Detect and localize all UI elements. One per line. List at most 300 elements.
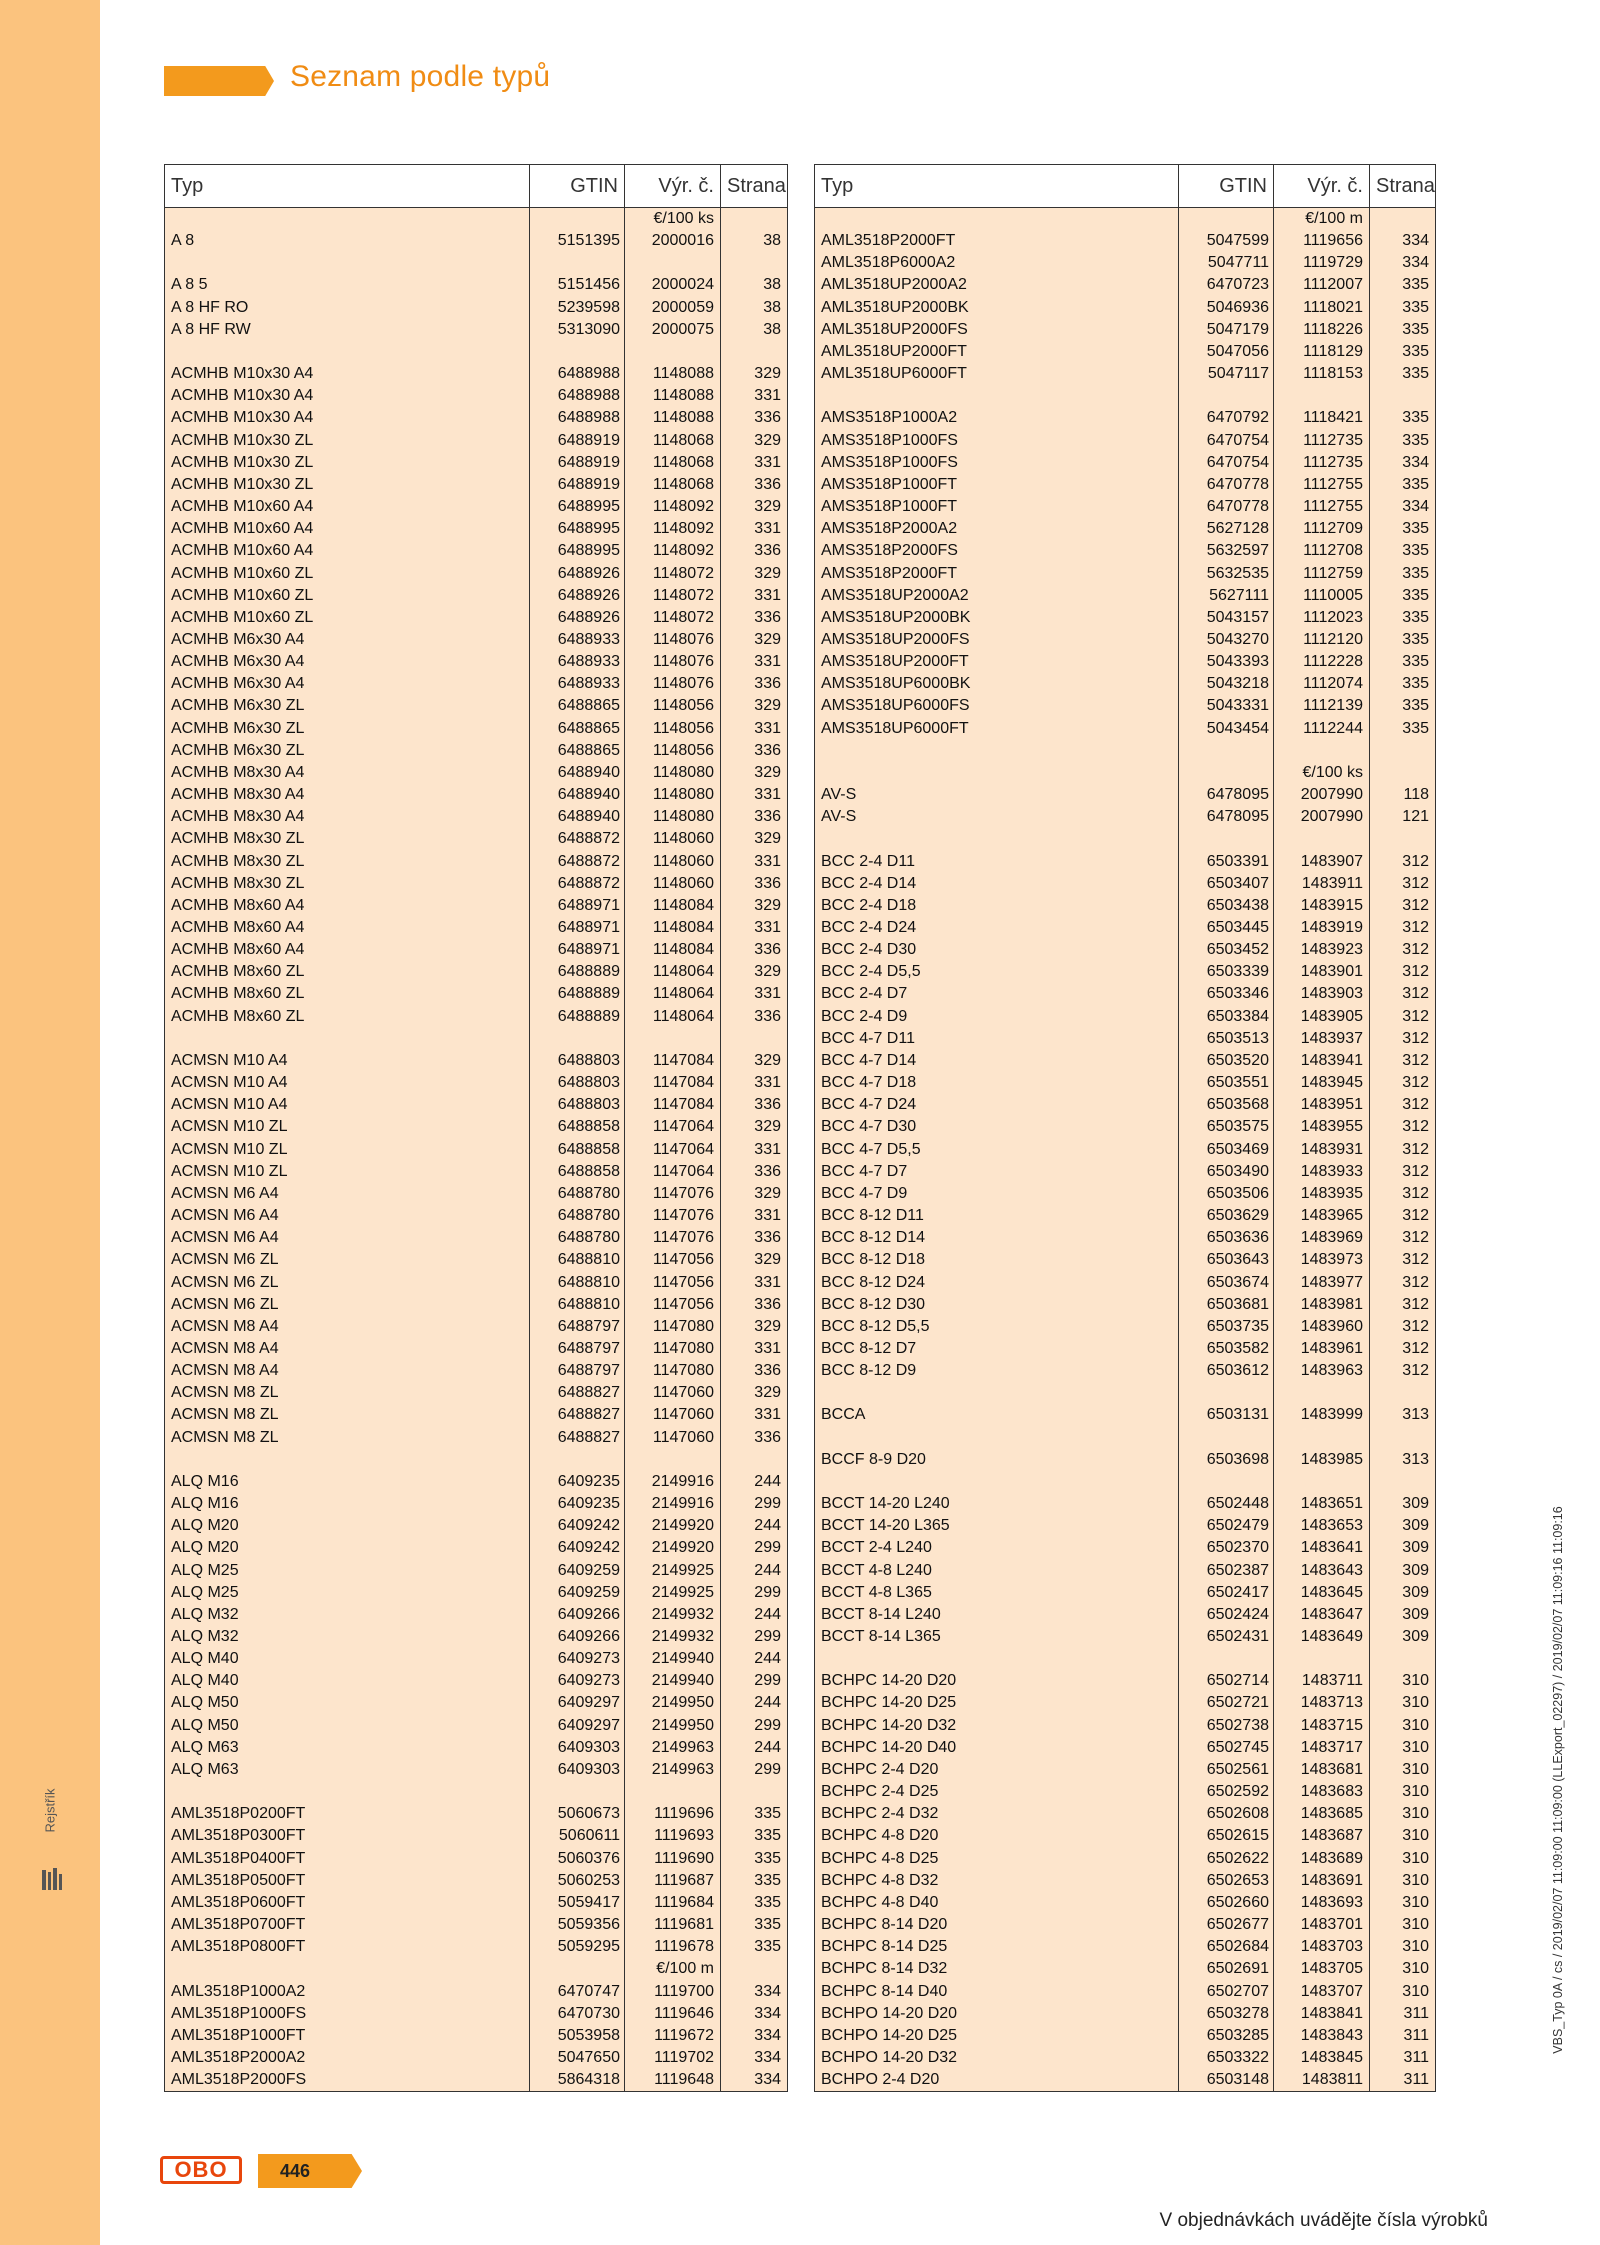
- cell-vyr: 1147076: [625, 1227, 721, 1249]
- cell-typ: ACMSN M8 ZL: [165, 1382, 530, 1404]
- cell-vyr: 1118153: [1274, 363, 1370, 385]
- cell-vyr: 1483933: [1274, 1161, 1370, 1183]
- cell-gtin: 6503551: [1179, 1072, 1274, 1094]
- cell-vyr: 1483641: [1274, 1537, 1370, 1559]
- cell-vyr: 1148088: [625, 363, 721, 385]
- cell-vyr: €/100 ks: [1274, 762, 1370, 784]
- cell-strana: 336: [754, 675, 781, 693]
- cell-strana: 310: [1402, 1716, 1429, 1734]
- cell-gtin: 5627128: [1179, 518, 1274, 540]
- cell-vyr: 1147084: [625, 1072, 721, 1094]
- cell-vyr: 1483645: [1274, 1582, 1370, 1604]
- cell-strana: [1370, 1471, 1435, 1493]
- cell-vyr: 1483681: [1274, 1759, 1370, 1781]
- cell-gtin: 6502608: [1179, 1803, 1274, 1825]
- cell-typ: BCC 2-4 D9: [815, 1006, 1179, 1028]
- cell-typ: [815, 1382, 1179, 1404]
- cell-gtin: 6488810: [530, 1272, 625, 1294]
- cell-strana: 312: [1402, 1029, 1429, 1047]
- cell-typ: ACMHB M8x30 A4: [165, 762, 530, 784]
- table-row: [165, 1493, 787, 1515]
- cell-gtin: 6478095: [1179, 784, 1274, 806]
- cell-strana: 336: [754, 741, 781, 759]
- cell-gtin: 6503452: [1179, 939, 1274, 961]
- table-row: [165, 2047, 787, 2069]
- cell-vyr: 1483701: [1274, 1914, 1370, 1936]
- cell-vyr: 1148072: [625, 607, 721, 629]
- cell-strana: 336: [754, 1295, 781, 1313]
- cell-gtin: 5043454: [1179, 718, 1274, 740]
- cell-gtin: 6502660: [1179, 1892, 1274, 1914]
- cell-gtin: 6470754: [1179, 452, 1274, 474]
- table-row: [815, 673, 1435, 695]
- cell-typ: ACMSN M8 A4: [165, 1316, 530, 1338]
- cell-gtin: 6488919: [530, 452, 625, 474]
- table-row: [165, 1715, 787, 1737]
- cell-vyr: 1483941: [1274, 1050, 1370, 1072]
- cell-typ: AML3518P1000FT: [165, 2025, 530, 2047]
- cell-strana: 331: [754, 520, 781, 538]
- table-row: [815, 1737, 1435, 1759]
- cell-vyr: 1483689: [1274, 1848, 1370, 1870]
- cell-typ: ACMHB M8x60 ZL: [165, 1006, 530, 1028]
- cell-typ: ACMHB M10x60 A4: [165, 496, 530, 518]
- cell-strana: 309: [1402, 1605, 1429, 1623]
- cell-typ: [815, 740, 1179, 762]
- table-row: [165, 319, 787, 341]
- cell-strana: 310: [1402, 1738, 1429, 1756]
- table-row: [815, 983, 1435, 1005]
- cell-vyr: 1147060: [625, 1427, 721, 1449]
- cell-strana: 336: [754, 941, 781, 959]
- cell-strana: 312: [1402, 1074, 1429, 1092]
- cell-typ: BCC 4-7 D9: [815, 1183, 1179, 1205]
- cell-typ: AML3518P0600FT: [165, 1892, 530, 1914]
- cell-gtin: 6502677: [1179, 1914, 1274, 1936]
- table-row: [165, 718, 787, 740]
- table-row: [165, 1072, 787, 1094]
- cell-gtin: 6409273: [530, 1648, 625, 1670]
- cell-gtin: 6488889: [530, 961, 625, 983]
- cell-gtin: 6503513: [1179, 1028, 1274, 1050]
- cell-typ: BCCA: [815, 1404, 1179, 1426]
- cell-vyr: 1483907: [1274, 851, 1370, 873]
- table-row: [165, 1870, 787, 1892]
- cell-strana: 311: [1403, 2071, 1429, 2089]
- cell-strana: 335: [1402, 697, 1429, 715]
- cell-gtin: 6409259: [530, 1560, 625, 1582]
- cell-typ: ACMSN M10 A4: [165, 1072, 530, 1094]
- cell-typ: AMS3518UP6000BK: [815, 673, 1179, 695]
- table-row: [165, 1183, 787, 1205]
- cell-typ: BCC 8-12 D24: [815, 1272, 1179, 1294]
- table-row: [815, 1404, 1435, 1426]
- cell-typ: ALQ M50: [165, 1692, 530, 1714]
- cell-gtin: 5060611: [530, 1825, 625, 1847]
- cell-vyr: 1119678: [625, 1936, 721, 1958]
- cell-strana: 244: [754, 1738, 781, 1756]
- cell-strana: 334: [1402, 453, 1429, 471]
- table-row: [815, 252, 1435, 274]
- cell-gtin: 6503391: [1179, 851, 1274, 873]
- cell-typ: ACMSN M8 A4: [165, 1360, 530, 1382]
- cell-strana: 310: [1402, 1827, 1429, 1845]
- header-accent-tab: [164, 66, 274, 96]
- cell-gtin: 6488827: [530, 1427, 625, 1449]
- table-row: [165, 540, 787, 562]
- cell-vyr: 1147060: [625, 1382, 721, 1404]
- cell-typ: BCHPC 4-8 D32: [815, 1870, 1179, 1892]
- cell-strana: 335: [754, 1827, 781, 1845]
- cell-gtin: [530, 1781, 625, 1803]
- cell-vyr: 2149950: [625, 1692, 721, 1714]
- table-row: [165, 1249, 787, 1271]
- cell-typ: [815, 1427, 1179, 1449]
- cell-typ: ACMHB M10x30 ZL: [165, 452, 530, 474]
- cell-gtin: 6488971: [530, 939, 625, 961]
- cell-typ: BCC 2-4 D7: [815, 983, 1179, 1005]
- cell-vyr: 1483963: [1274, 1360, 1370, 1382]
- cell-typ: BCHPC 8-14 D40: [815, 1981, 1179, 2003]
- table-row: [165, 1294, 787, 1316]
- cell-vyr: 1112007: [1274, 274, 1370, 296]
- cell-strana: 329: [754, 630, 781, 648]
- cell-vyr: 1112735: [1274, 452, 1370, 474]
- cell-typ: BCC 2-4 D18: [815, 895, 1179, 917]
- cell-vyr: 1112755: [1274, 474, 1370, 496]
- cell-gtin: 6409303: [530, 1759, 625, 1781]
- cell-vyr: 1148084: [625, 917, 721, 939]
- cell-typ: BCHPC 8-14 D32: [815, 1958, 1179, 1980]
- cell-vyr: 1148056: [625, 718, 721, 740]
- cell-strana: 335: [1402, 630, 1429, 648]
- cell-gtin: 6503612: [1179, 1360, 1274, 1382]
- cell-gtin: 5060253: [530, 1870, 625, 1892]
- cell-gtin: 6409242: [530, 1537, 625, 1559]
- cell-strana: [1370, 385, 1435, 407]
- column-header-gtin: GTIN: [530, 165, 625, 207]
- cell-vyr: 1483683: [1274, 1781, 1370, 1803]
- cell-gtin: 6409303: [530, 1737, 625, 1759]
- cell-gtin: 6503735: [1179, 1316, 1274, 1338]
- cell-vyr: 1148060: [625, 873, 721, 895]
- cell-gtin: 6503629: [1179, 1205, 1274, 1227]
- cell-typ: ACMSN M6 ZL: [165, 1272, 530, 1294]
- cell-typ: BCC 2-4 D30: [815, 939, 1179, 961]
- table-row: [165, 1094, 787, 1116]
- table-row: [165, 563, 787, 585]
- table-row: [815, 1139, 1435, 1161]
- cell-vyr: 1148072: [625, 563, 721, 585]
- cell-strana: 335: [1402, 431, 1429, 449]
- cell-vyr: 2149920: [625, 1515, 721, 1537]
- cell-gtin: 6488780: [530, 1205, 625, 1227]
- cell-vyr: 1147060: [625, 1404, 721, 1426]
- cell-gtin: 6502370: [1179, 1537, 1274, 1559]
- cell-typ: ACMHB M8x30 A4: [165, 806, 530, 828]
- cell-typ: BCC 4-7 D30: [815, 1116, 1179, 1138]
- cell-strana: 38: [763, 298, 781, 316]
- table-row: [815, 2025, 1435, 2047]
- table-row: [165, 784, 787, 806]
- table-row: [165, 961, 787, 983]
- table-row: [815, 1626, 1435, 1648]
- cell-strana: 312: [1402, 1207, 1429, 1225]
- cell-gtin: 6503339: [1179, 961, 1274, 983]
- table-row: [165, 230, 787, 252]
- cell-vyr: 1112023: [1274, 607, 1370, 629]
- table-row: [165, 385, 787, 407]
- table-row: [165, 1958, 787, 1980]
- cell-typ: AML3518P0200FT: [165, 1803, 530, 1825]
- cell-strana: 38: [763, 320, 781, 338]
- cell-gtin: 6503681: [1179, 1294, 1274, 1316]
- cell-typ: BCC 8-12 D14: [815, 1227, 1179, 1249]
- cell-gtin: [530, 1449, 625, 1471]
- cell-strana: 329: [754, 963, 781, 981]
- cell-gtin: 6488865: [530, 740, 625, 762]
- table-row: [165, 1803, 787, 1825]
- cell-strana: 312: [1402, 1229, 1429, 1247]
- table-row: [815, 1427, 1435, 1449]
- cell-strana: [721, 1028, 787, 1050]
- cell-typ: ACMHB M10x30 ZL: [165, 430, 530, 452]
- cell-gtin: 6488926: [530, 607, 625, 629]
- cell-strana: 334: [1402, 254, 1429, 272]
- table-row: [815, 917, 1435, 939]
- cell-typ: BCHPC 8-14 D20: [815, 1914, 1179, 1936]
- cell-gtin: [530, 1958, 625, 1980]
- table-row: [815, 208, 1435, 230]
- cell-gtin: 6502479: [1179, 1515, 1274, 1537]
- cell-gtin: 6409235: [530, 1471, 625, 1493]
- cell-strana: [721, 208, 787, 230]
- cell-gtin: 5047650: [530, 2047, 625, 2069]
- cell-strana: [721, 1958, 787, 1980]
- table-row: [165, 1205, 787, 1227]
- cell-typ: [815, 1648, 1179, 1670]
- cell-gtin: 6488988: [530, 363, 625, 385]
- cell-vyr: 1118129: [1274, 341, 1370, 363]
- table-row: [165, 1050, 787, 1072]
- cell-vyr: 1118226: [1274, 319, 1370, 341]
- cell-vyr: 1119700: [625, 1981, 721, 2003]
- cell-vyr: 2000016: [625, 230, 721, 252]
- cell-typ: ACMHB M8x30 ZL: [165, 851, 530, 873]
- cell-typ: ACMHB M10x30 ZL: [165, 474, 530, 496]
- cell-typ: BCCT 8-14 L240: [815, 1604, 1179, 1626]
- table-row: [165, 1116, 787, 1138]
- table-row: [815, 1249, 1435, 1271]
- cell-gtin: 6503575: [1179, 1116, 1274, 1138]
- left-table-header: [165, 165, 787, 208]
- cell-strana: 331: [754, 786, 781, 804]
- table-row: [165, 2069, 787, 2091]
- table-row: [815, 1006, 1435, 1028]
- cell-vyr: 2000059: [625, 297, 721, 319]
- table-row: [165, 1449, 787, 1471]
- sidebar-label: [40, 1780, 60, 1840]
- cell-gtin: 6502684: [1179, 1936, 1274, 1958]
- cell-typ: BCHPO 14-20 D32: [815, 2047, 1179, 2069]
- table-row: [815, 1360, 1435, 1382]
- cell-typ: ACMSN M10 A4: [165, 1094, 530, 1116]
- table-row: [815, 828, 1435, 850]
- cell-gtin: 6488803: [530, 1050, 625, 1072]
- cell-gtin: 6488988: [530, 385, 625, 407]
- cell-strana: 310: [1402, 1805, 1429, 1823]
- cell-gtin: 6488797: [530, 1338, 625, 1360]
- cell-vyr: 1483685: [1274, 1803, 1370, 1825]
- cell-vyr: 1148084: [625, 895, 721, 917]
- table-row: [165, 1914, 787, 1936]
- cell-vyr: 1147064: [625, 1161, 721, 1183]
- cell-typ: ACMHB M8x60 ZL: [165, 961, 530, 983]
- cell-typ: ALQ M40: [165, 1648, 530, 1670]
- column-header-typ: Typ: [165, 165, 530, 207]
- table-row: [165, 806, 787, 828]
- cell-typ: BCHPC 4-8 D25: [815, 1848, 1179, 1870]
- cell-gtin: [1179, 762, 1274, 784]
- cell-strana: 336: [754, 1096, 781, 1114]
- cell-strana: 334: [754, 2071, 781, 2089]
- cell-vyr: 1483643: [1274, 1560, 1370, 1582]
- cell-vyr: 1483903: [1274, 983, 1370, 1005]
- cell-gtin: 6470730: [530, 2003, 625, 2025]
- cell-vyr: 1148088: [625, 407, 721, 429]
- cell-vyr: 1483811: [1274, 2069, 1370, 2091]
- cell-strana: 310: [1402, 1938, 1429, 1956]
- table-row: [815, 474, 1435, 496]
- cell-vyr: 2007990: [1274, 806, 1370, 828]
- cell-strana: 336: [754, 1007, 781, 1025]
- cell-typ: AML3518P2000FT: [815, 230, 1179, 252]
- table-row: [815, 607, 1435, 629]
- cell-gtin: 6470747: [530, 1981, 625, 2003]
- cell-vyr: 1483923: [1274, 939, 1370, 961]
- cell-gtin: 6502417: [1179, 1582, 1274, 1604]
- table-row: [815, 1161, 1435, 1183]
- cell-strana: 311: [1403, 2048, 1429, 2066]
- cell-strana: 331: [754, 985, 781, 1003]
- cell-gtin: 5047056: [1179, 341, 1274, 363]
- cell-gtin: 6488933: [530, 629, 625, 651]
- cell-strana: 331: [754, 719, 781, 737]
- cell-typ: ALQ M50: [165, 1715, 530, 1737]
- cell-typ: ACMSN M6 A4: [165, 1205, 530, 1227]
- column-header-strana: Strana: [1376, 175, 1435, 197]
- cell-typ: ACMHB M10x30 A4: [165, 385, 530, 407]
- cell-vyr: 2149916: [625, 1493, 721, 1515]
- cell-typ: ACMHB M8x60 ZL: [165, 983, 530, 1005]
- table-row: [815, 1848, 1435, 1870]
- table-row: [165, 873, 787, 895]
- cell-typ: ACMHB M8x30 A4: [165, 784, 530, 806]
- cell-gtin: 6488780: [530, 1227, 625, 1249]
- cell-strana: 331: [754, 919, 781, 936]
- table-row: [815, 2003, 1435, 2025]
- cell-typ: AV-S: [815, 806, 1179, 828]
- cell-strana: 310: [1402, 1871, 1429, 1889]
- cell-gtin: 6488933: [530, 673, 625, 695]
- table-row: [815, 1825, 1435, 1847]
- cell-typ: BCC 4-7 D14: [815, 1050, 1179, 1072]
- cell-typ: A 8 HF RW: [165, 319, 530, 341]
- cell-typ: AML3518UP6000FT: [815, 363, 1179, 385]
- cell-vyr: 2149950: [625, 1715, 721, 1737]
- cell-gtin: 6503148: [1179, 2069, 1274, 2091]
- side-band: [0, 0, 100, 2245]
- cell-typ: BCCT 4-8 L365: [815, 1582, 1179, 1604]
- cell-typ: ALQ M32: [165, 1626, 530, 1648]
- cell-strana: 244: [754, 1561, 781, 1579]
- cell-strana: 310: [1402, 1960, 1429, 1978]
- cell-typ: [165, 208, 530, 230]
- table-row: [815, 585, 1435, 607]
- table-row: [165, 1781, 787, 1803]
- cell-strana: 331: [754, 453, 781, 471]
- table-row: [165, 1272, 787, 1294]
- cell-strana: [1370, 1427, 1435, 1449]
- cell-strana: 335: [754, 1916, 781, 1934]
- table-row: [165, 1139, 787, 1161]
- cell-gtin: 6470723: [1179, 274, 1274, 296]
- cell-typ: ACMSN M10 ZL: [165, 1161, 530, 1183]
- cell-typ: BCHPC 4-8 D40: [815, 1892, 1179, 1914]
- cell-strana: 329: [754, 763, 781, 781]
- cell-typ: ALQ M63: [165, 1737, 530, 1759]
- cell-typ: ACMHB M10x30 A4: [165, 363, 530, 385]
- cell-typ: ALQ M16: [165, 1493, 530, 1515]
- cell-vyr: 1119690: [625, 1848, 721, 1870]
- left-table: [164, 164, 788, 2092]
- cell-typ: BCHPC 2-4 D25: [815, 1781, 1179, 1803]
- cell-vyr: 1148092: [625, 496, 721, 518]
- cell-gtin: 5043393: [1179, 651, 1274, 673]
- table-row: [815, 1936, 1435, 1958]
- cell-vyr: 1148076: [625, 673, 721, 695]
- cell-gtin: 6503520: [1179, 1050, 1274, 1072]
- cell-gtin: 6503445: [1179, 917, 1274, 939]
- table-row: [165, 407, 787, 429]
- table-row: [815, 718, 1435, 740]
- table-row: [165, 363, 787, 385]
- cell-gtin: 6409297: [530, 1715, 625, 1737]
- cell-typ: [815, 762, 1179, 784]
- cell-typ: AML3518UP2000BK: [815, 297, 1179, 319]
- cell-strana: 329: [754, 498, 781, 516]
- table-row: [815, 1272, 1435, 1294]
- cell-vyr: 1483981: [1274, 1294, 1370, 1316]
- cell-vyr: 2149932: [625, 1604, 721, 1626]
- cell-gtin: 6409297: [530, 1692, 625, 1714]
- cell-gtin: 6470792: [1179, 407, 1274, 429]
- cell-typ: ACMHB M6x30 A4: [165, 629, 530, 651]
- cell-gtin: 6488919: [530, 474, 625, 496]
- cell-gtin: 6502714: [1179, 1670, 1274, 1692]
- cell-vyr: 1118021: [1274, 297, 1370, 319]
- column-header-vyr: Výr. č.: [1274, 165, 1370, 207]
- obo-logo: OBO: [160, 2156, 242, 2184]
- cell-gtin: 6488940: [530, 784, 625, 806]
- cell-vyr: 1148068: [625, 474, 721, 496]
- cell-gtin: 6488858: [530, 1139, 625, 1161]
- cell-vyr: [625, 1781, 721, 1803]
- cell-vyr: 1483915: [1274, 895, 1370, 917]
- cell-strana: 331: [754, 653, 781, 671]
- cell-gtin: 6503698: [1179, 1449, 1274, 1471]
- footer-note: V objednávkách uvádějte čísla výrobků: [1159, 2210, 1488, 2231]
